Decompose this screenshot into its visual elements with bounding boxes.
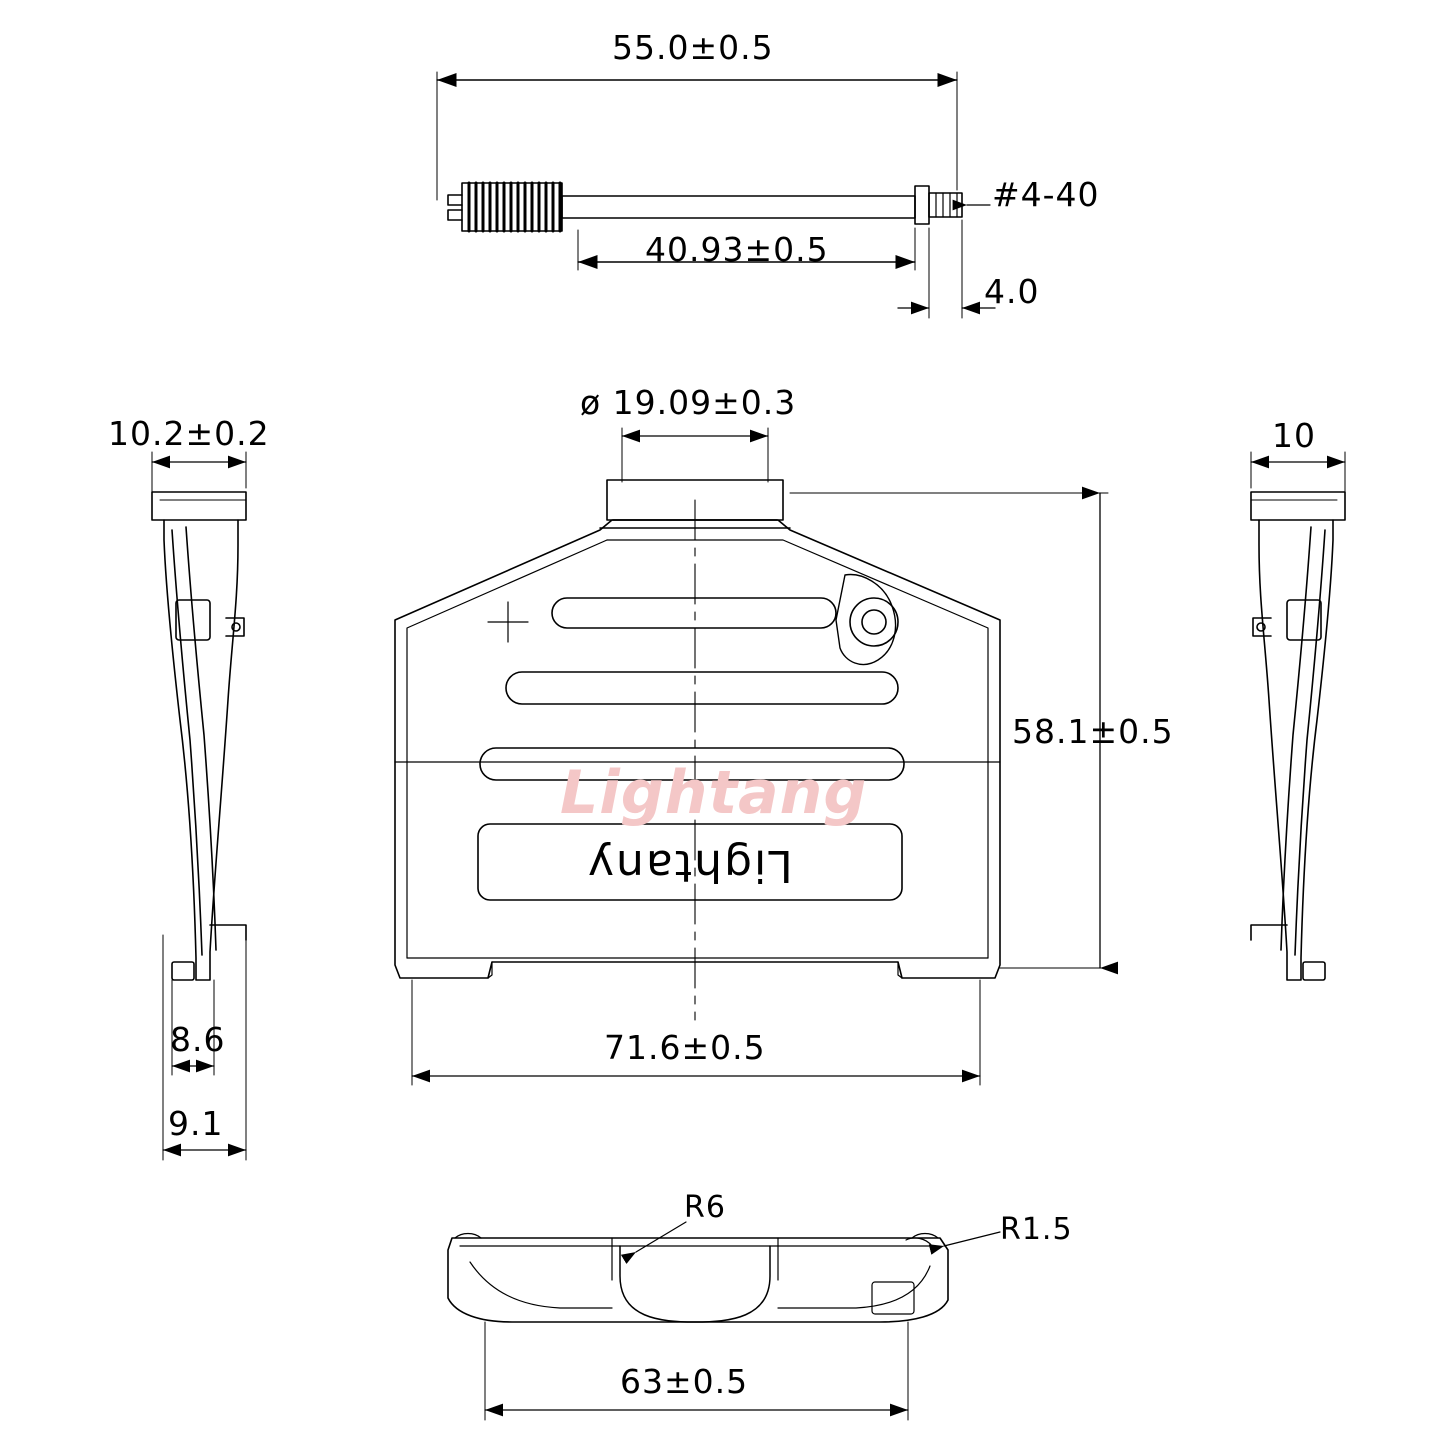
- dim-left-view-lower-width: 8.6: [170, 1020, 226, 1059]
- dim-screw-overall-length: 55.0±0.5: [612, 28, 774, 67]
- front-view: [395, 428, 1108, 1085]
- dim-cable-exit-diameter: ø 19.09±0.3: [580, 383, 797, 422]
- dim-bottom-view-width: 63±0.5: [620, 1362, 749, 1401]
- engraved-brand-text: Lightany: [586, 840, 793, 891]
- dim-right-view-width: 10: [1272, 416, 1316, 455]
- dim-front-view-width: 71.6±0.5: [604, 1028, 766, 1067]
- dim-front-view-height: 58.1±0.5: [1012, 712, 1174, 751]
- dim-screw-tip-length: 4.0: [984, 272, 1040, 311]
- dim-left-view-base-width: 9.1: [168, 1104, 224, 1143]
- dim-left-view-width: 10.2±0.2: [108, 414, 270, 453]
- dim-screw-shank-length: 40.93±0.5: [645, 230, 829, 269]
- watermark: Lightang: [560, 758, 868, 828]
- dim-radius-large: R6: [684, 1190, 726, 1225]
- screw-assembly-view: [437, 72, 995, 318]
- right-side-view: [1251, 452, 1345, 980]
- dim-screw-thread-spec: #4-40: [992, 175, 1100, 214]
- dim-radius-small: R1.5: [1000, 1212, 1073, 1247]
